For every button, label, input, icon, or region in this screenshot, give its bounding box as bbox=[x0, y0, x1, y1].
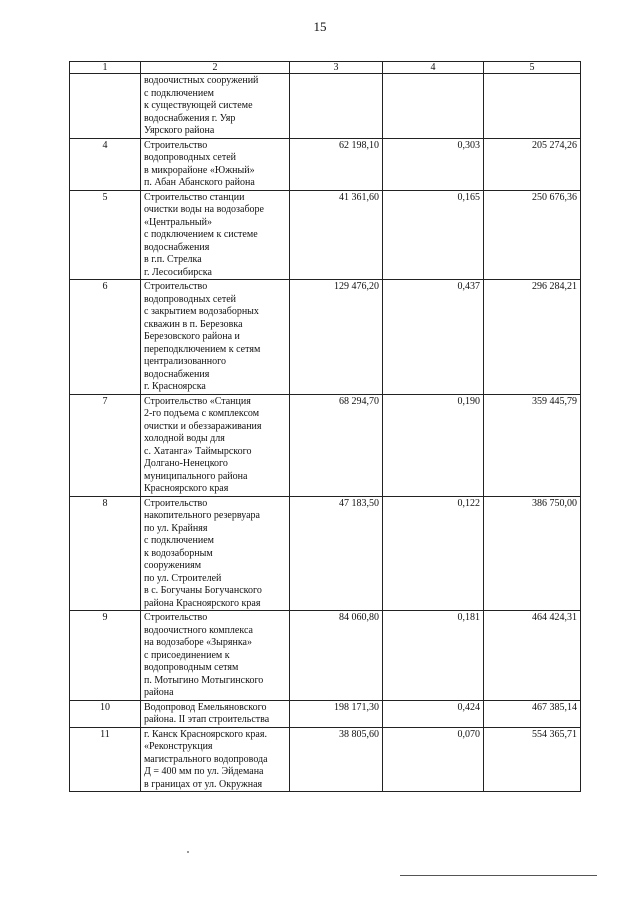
total-value: 205 274,26 bbox=[484, 138, 581, 190]
object-description: Строительство станции очистки воды на водозаборе «Центральный» с подключением к системе водоснабжения в г.п. Стрелка г. Лесосибирска bbox=[141, 190, 290, 280]
object-description: Водопровод Емельяновского района. II этап строительства bbox=[141, 700, 290, 727]
object-description: Строительство водопроводных сетей с закрытием водозаборных скважин в п. Березовка Березовского района и переподключением к сетям централизованного водоснабжения г. Красноярска bbox=[141, 280, 290, 395]
scan-speck bbox=[187, 851, 189, 853]
total-value: 296 284,21 bbox=[484, 280, 581, 395]
table-row bbox=[70, 700, 581, 727]
table-row bbox=[70, 138, 581, 190]
table-header-row bbox=[70, 62, 581, 74]
table-row bbox=[70, 611, 581, 701]
column-header: 4 bbox=[383, 62, 484, 74]
table-row bbox=[70, 727, 581, 792]
coefficient-value: 0,181 bbox=[383, 611, 484, 701]
coefficient-value: 0,165 bbox=[383, 190, 484, 280]
row-number: 4 bbox=[70, 138, 141, 190]
row-number: 7 bbox=[70, 394, 141, 496]
row-number: 6 bbox=[70, 280, 141, 395]
coefficient-value: 0,122 bbox=[383, 496, 484, 611]
total-value: 386 750,00 bbox=[484, 496, 581, 611]
row-number: 8 bbox=[70, 496, 141, 611]
cost-value: 198 171,30 bbox=[290, 700, 383, 727]
total-value bbox=[484, 74, 581, 139]
coefficient-value bbox=[383, 74, 484, 139]
cost-value: 129 476,20 bbox=[290, 280, 383, 395]
cost-value: 41 361,60 bbox=[290, 190, 383, 280]
total-value: 359 445,79 bbox=[484, 394, 581, 496]
coefficient-value: 0,437 bbox=[383, 280, 484, 395]
total-value: 554 365,71 bbox=[484, 727, 581, 792]
table-row bbox=[70, 496, 581, 611]
row-number: 10 bbox=[70, 700, 141, 727]
footer-rule bbox=[400, 875, 597, 876]
total-value: 467 385,14 bbox=[484, 700, 581, 727]
table-row bbox=[70, 190, 581, 280]
row-number: 5 bbox=[70, 190, 141, 280]
coefficient-value: 0,190 bbox=[383, 394, 484, 496]
cost-value: 47 183,50 bbox=[290, 496, 383, 611]
object-description: водоочистных сооружений с подключением к существующей системе водоснабжения г. Уяр Уярского района bbox=[141, 74, 290, 139]
column-header: 1 bbox=[70, 62, 141, 74]
object-description: Строительство водопроводных сетей в микрорайоне «Южный» п. Абан Абанского района bbox=[141, 138, 290, 190]
object-description: Строительство «Станция 2-го подъема с комплексом очистки и обеззараживания холодной воды для с. Хатанга» Таймырского Долгано-Ненецкого муниципального района Красноярского края bbox=[141, 394, 290, 496]
cost-value bbox=[290, 74, 383, 139]
cost-value: 62 198,10 bbox=[290, 138, 383, 190]
row-number bbox=[70, 74, 141, 139]
page-number: 15 bbox=[313, 19, 327, 34]
coefficient-value: 0,303 bbox=[383, 138, 484, 190]
total-value: 250 676,36 bbox=[484, 190, 581, 280]
object-description: Строительство водоочистного комплекса на водозаборе «Зырянка» с присоединением к водопроводным сетям п. Мотыгино Мотыгинского района bbox=[141, 611, 290, 701]
table-row bbox=[70, 74, 581, 139]
table-row bbox=[70, 394, 581, 496]
row-number: 9 bbox=[70, 611, 141, 701]
cost-value: 38 805,60 bbox=[290, 727, 383, 792]
total-value: 464 424,31 bbox=[484, 611, 581, 701]
object-description: Строительство накопительного резервуара по ул. Крайняя с подключением к водозаборным сооружениям по ул. Строителей в с. Богучаны Богучанского района Красноярского края bbox=[141, 496, 290, 611]
column-header: 2 bbox=[141, 62, 290, 74]
object-description: г. Канск Красноярского края. «Реконструкция магистрального водопровода Д = 400 мм по ул. Эйдемана в границах от ул. Окружная bbox=[141, 727, 290, 792]
cost-value: 84 060,80 bbox=[290, 611, 383, 701]
table-row bbox=[70, 280, 581, 395]
coefficient-value: 0,070 bbox=[383, 727, 484, 792]
coefficient-value: 0,424 bbox=[383, 700, 484, 727]
cost-value: 68 294,70 bbox=[290, 394, 383, 496]
column-header: 5 bbox=[484, 62, 581, 74]
row-number: 11 bbox=[70, 727, 141, 792]
data-table bbox=[69, 61, 581, 792]
column-header: 3 bbox=[290, 62, 383, 74]
